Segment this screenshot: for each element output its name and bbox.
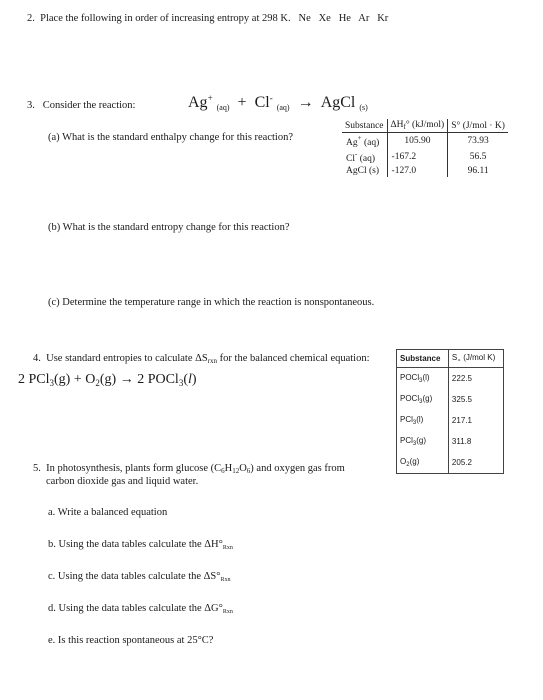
q5d-sub: Rxn	[222, 609, 233, 615]
cell-state: (g)	[409, 457, 420, 466]
eq-pcl: 2 PCl	[18, 372, 50, 387]
eq-sub-3: 3	[49, 378, 55, 388]
q4-row4-value: 311.8	[448, 431, 503, 452]
eq-sub-2: 2	[95, 378, 100, 388]
table-row	[342, 133, 508, 150]
cell-text: Ag	[346, 138, 358, 148]
dh-unit: ° (kJ/mol)	[405, 120, 445, 130]
q3-row2-substance	[342, 149, 387, 165]
q4-row3-formula	[397, 410, 449, 431]
q3-intro-line	[27, 100, 135, 111]
cell-sup: -	[354, 150, 358, 158]
q5-line1	[33, 463, 345, 475]
q5-line2: carbon dioxide gas and liquid water.	[46, 476, 199, 487]
q2-elements: Ne Xe He Ar Kr	[298, 13, 389, 24]
q4-number: 4.	[33, 353, 41, 364]
q4-row1-formula	[397, 368, 449, 390]
q4-row2-formula	[397, 389, 449, 410]
q3-header-s: S° (J/mol · K)	[448, 119, 508, 133]
q5-text-b: ) and oxygen gas from	[250, 463, 345, 474]
state-aq-1: (aq)	[216, 103, 230, 112]
eq-pocl: 2 POCl	[137, 372, 179, 387]
q5e-text: e. Is this reaction spontaneous at 25°C?	[48, 635, 214, 646]
s-unit: (J/mol K)	[461, 353, 496, 362]
table-row	[342, 165, 508, 177]
cell-state: (aq)	[357, 154, 375, 164]
eq-sub-3b: 3	[178, 378, 184, 388]
q3-row1-substance	[342, 133, 387, 150]
eq-paren-close: )	[191, 372, 197, 387]
cell-state: (g)	[416, 436, 427, 445]
cell-sub: 3	[419, 378, 423, 384]
eq-state-l: l	[187, 372, 192, 387]
q5c-line	[48, 571, 231, 583]
dh-symbol: ΔH	[390, 120, 404, 130]
q3-number: 3.	[27, 100, 35, 111]
q4-equation	[18, 372, 197, 388]
reaction-arrow: →	[297, 94, 314, 111]
q3-reaction	[188, 93, 368, 112]
q3-header-substance: Substance	[342, 119, 387, 133]
q3-row3-s: 96.11	[467, 166, 489, 176]
q4-line	[33, 353, 370, 365]
cell-sub: 3	[419, 399, 423, 405]
cell-text: Cl	[346, 154, 355, 164]
q5-sub-12: 12	[232, 467, 240, 475]
eq-state-o: (g) + O	[54, 372, 96, 387]
s-symbol: S	[451, 353, 458, 362]
cell-sub: 3	[412, 420, 417, 426]
q4-text-a: Use standard entropies to calculate ΔS	[46, 353, 208, 364]
q4-entropy-table	[396, 349, 504, 474]
q4-text-b: for the balanced chemical equation:	[217, 353, 370, 364]
cell-formula: POCl	[400, 373, 420, 382]
cell-formula: POCl	[400, 394, 420, 403]
q4-row4-formula	[397, 431, 449, 452]
q3-row1-dh: 105.90	[387, 133, 448, 150]
q5-h: H	[224, 463, 233, 474]
q3-intro: Consider the reaction:	[42, 100, 136, 111]
q3-row3-dh: -127.0	[387, 165, 448, 177]
cell-sup: +	[357, 134, 362, 142]
cell-formula: PCl	[400, 415, 413, 424]
q4-row1-value: 222.5	[448, 368, 503, 390]
q4-header-substance: Substance	[397, 350, 449, 368]
cell-formula: PCl	[400, 436, 413, 445]
charge-plus: +	[207, 93, 213, 103]
q4-text-sub: rxn	[207, 357, 218, 365]
cell-state: (g)	[422, 394, 433, 403]
q3-row3-substance	[342, 165, 387, 177]
cell-sub: 3	[412, 441, 417, 447]
q3-thermo-table	[342, 119, 508, 177]
table-row	[397, 431, 504, 452]
q3b-text: (b) What is the standard entropy change for this reaction?	[48, 222, 290, 233]
eq-arrow: →	[116, 372, 138, 387]
cell-state: (aq)	[361, 138, 380, 148]
q2-text: Place the following in order of increasing entropy at 298 K.	[40, 13, 291, 24]
reactant-cl: Cl	[254, 94, 270, 111]
table-row	[342, 149, 508, 165]
dh-sub: f	[403, 123, 406, 131]
cell-text: AgCl (s)	[346, 166, 379, 176]
q5d-line	[48, 603, 233, 615]
q5c-sub: Rxn	[220, 577, 231, 583]
q5-number: 5.	[33, 463, 41, 474]
eq-state-g: (g)	[99, 372, 117, 387]
q5a-text: a. Write a balanced equation	[48, 507, 168, 518]
q5-text-a: In photosynthesis, plants form glucose (C	[46, 463, 222, 474]
q5-sub-6b: 6	[246, 467, 251, 475]
q5-sub-6a: 6	[221, 467, 225, 475]
cell-state: (l)	[422, 373, 430, 382]
s-sub: ∘	[457, 358, 462, 364]
q3-row2-s: 56.5	[469, 152, 487, 162]
charge-minus: -	[269, 93, 273, 103]
table-row	[397, 410, 504, 431]
plus-sign: +	[237, 94, 247, 111]
q4-row5-formula	[397, 452, 449, 474]
q2-line	[27, 13, 388, 24]
q3-header-dh	[387, 119, 448, 133]
q4-row2-value: 325.5	[448, 389, 503, 410]
table-row	[397, 452, 504, 474]
q3a-text: (a) What is the standard enthalpy change for this reaction?	[48, 132, 294, 143]
q4-header-s	[448, 350, 503, 368]
state-s: (s)	[359, 103, 368, 112]
q3-row2-dh: -167.2	[387, 149, 448, 165]
q4-row5-value: 205.2	[448, 452, 503, 474]
product-agcl: AgCl	[320, 94, 356, 111]
q5b-sub: Rxn	[222, 545, 233, 551]
cell-state: (l)	[416, 415, 424, 424]
q5d-text: d. Using the data tables calculate the ΔG°	[48, 603, 223, 614]
cell-formula: O	[400, 457, 407, 466]
q2-number: 2.	[27, 13, 35, 24]
q3-row1-s: 73.93	[467, 136, 489, 146]
q5-o: O	[239, 463, 247, 474]
eq-paren-open: (	[183, 372, 188, 387]
q5b-text: b. Using the data tables calculate the ΔH°	[48, 539, 223, 550]
q4-row3-value: 217.1	[448, 410, 503, 431]
table-row	[397, 368, 504, 390]
q3c-text: (c) Determine the temperature range in which the reaction is nonspontaneous.	[48, 297, 375, 308]
q5b-line	[48, 539, 233, 551]
table-row	[397, 389, 504, 410]
q5c-text: c. Using the data tables calculate the ΔS°	[48, 571, 221, 582]
reactant-ag: Ag	[188, 94, 208, 111]
state-aq-2: (aq)	[276, 103, 290, 112]
cell-sub: 2	[406, 462, 410, 468]
